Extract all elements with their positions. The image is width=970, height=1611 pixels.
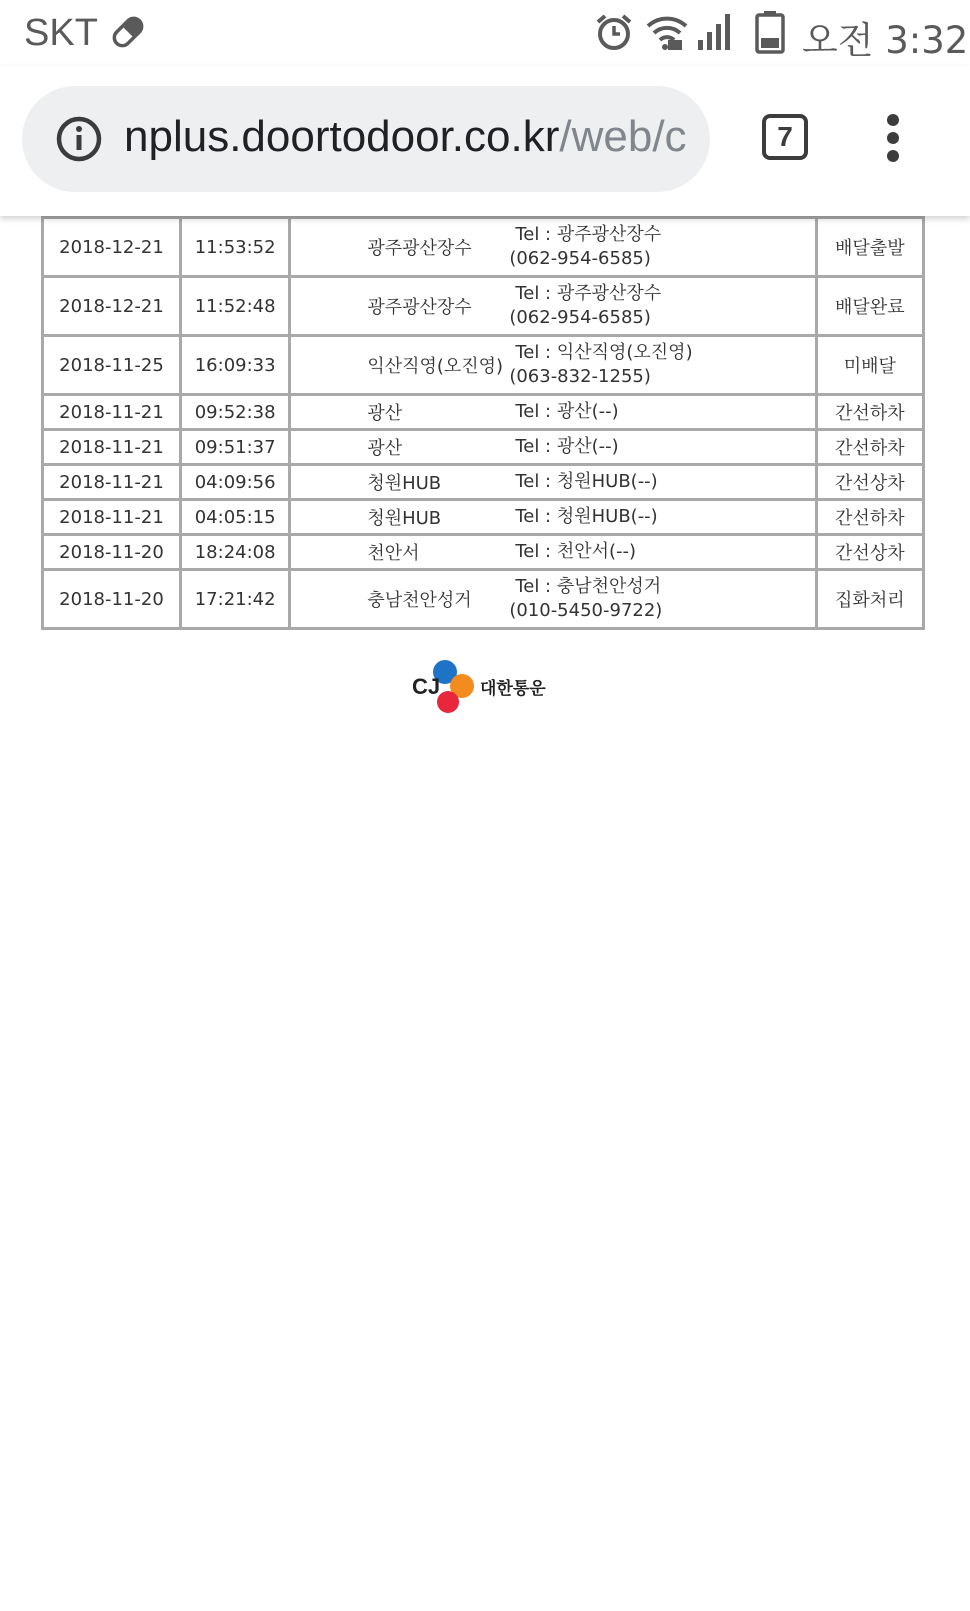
table-row	[43, 395, 924, 430]
status-clock: 오전 3:32	[802, 19, 969, 62]
row-location-cell	[290, 465, 816, 500]
row-time: 11:52:48	[180, 277, 289, 336]
row-tel-name: Tel : 광산(--)	[515, 436, 619, 457]
row-time: 04:05:15	[180, 500, 289, 535]
row-tel-name: Tel : 광산(--)	[515, 401, 619, 422]
row-location-cell	[290, 570, 816, 629]
row-date: 2018-11-21	[43, 465, 181, 500]
row-tel	[509, 505, 808, 529]
row-location-cell	[290, 395, 816, 430]
row-location: 광산	[367, 403, 403, 424]
row-tel	[509, 341, 808, 389]
row-location: 청원HUB	[367, 508, 442, 529]
row-status: 간선상차	[816, 535, 923, 570]
table-row	[43, 500, 924, 535]
signal-icon	[696, 12, 736, 52]
row-location: 익산직영(오진영)	[367, 356, 504, 377]
table-row	[43, 535, 924, 570]
row-time: 04:09:56	[180, 465, 289, 500]
url-domain: nplus.doortodoor.co.kr	[124, 112, 560, 161]
row-location: 광주광산장수	[367, 297, 472, 318]
table-row	[43, 570, 924, 629]
row-time: 18:24:08	[180, 535, 289, 570]
row-location-cell	[290, 500, 816, 535]
logo-name: 대한통운	[480, 679, 546, 699]
battery-icon	[755, 10, 785, 54]
row-tel-number: (062-954-6585)	[509, 248, 651, 269]
row-date: 2018-11-20	[43, 570, 181, 629]
row-location: 광산	[367, 438, 403, 459]
row-tel-name: Tel : 천안서(--)	[515, 541, 637, 562]
row-date: 2018-12-21	[43, 277, 181, 336]
row-tel	[509, 435, 808, 459]
row-tel-number: (062-954-6585)	[509, 307, 651, 328]
row-location: 청원HUB	[367, 473, 442, 494]
row-tel-name: Tel : 청원HUB(--)	[515, 506, 658, 527]
row-tel-name: Tel : 청원HUB(--)	[515, 471, 658, 492]
row-location: 천안서	[367, 543, 420, 564]
row-tel-name: Tel : 충남천안성거	[515, 576, 662, 597]
overflow-menu-icon[interactable]	[878, 114, 908, 164]
row-date: 2018-11-21	[43, 500, 181, 535]
row-status: 간선하차	[816, 500, 923, 535]
row-tel	[509, 540, 808, 564]
row-tel	[509, 470, 808, 494]
wifi-icon	[646, 12, 688, 52]
row-location-cell	[290, 218, 816, 277]
row-tel-name: Tel : 광주광산장수	[515, 283, 662, 304]
row-tel-number: (010-5450-9722)	[509, 600, 663, 621]
url-text[interactable]	[124, 112, 687, 162]
row-date: 2018-12-21	[43, 218, 181, 277]
row-location-cell	[290, 535, 816, 570]
row-tel-number: (063-832-1255)	[509, 366, 651, 387]
row-tel-name: Tel : 광주광산장수	[515, 224, 662, 245]
row-location: 충남천안성거	[367, 590, 472, 611]
address-bar[interactable]	[22, 86, 710, 192]
carrier-label: SKT	[24, 12, 98, 54]
row-tel	[509, 223, 808, 271]
row-location-cell	[290, 277, 816, 336]
row-status: 배달완료	[816, 277, 923, 336]
row-date: 2018-11-21	[43, 430, 181, 465]
status-bar	[0, 0, 970, 66]
row-tel	[509, 400, 808, 424]
row-status: 배달출발	[816, 218, 923, 277]
row-time: 09:51:37	[180, 430, 289, 465]
logo-brand: CJ	[412, 674, 441, 699]
row-time: 16:09:33	[180, 336, 289, 395]
row-time: 11:53:52	[180, 218, 289, 277]
table-row	[43, 465, 924, 500]
row-date: 2018-11-21	[43, 395, 181, 430]
table-row	[43, 218, 924, 277]
alarm-icon	[594, 12, 634, 52]
table-row	[43, 430, 924, 465]
row-date: 2018-11-20	[43, 535, 181, 570]
row-location: 광주광산장수	[367, 238, 472, 259]
row-status: 간선하차	[816, 395, 923, 430]
table-row	[43, 277, 924, 336]
row-status: 집화처리	[816, 570, 923, 629]
row-tel-name: Tel : 익산직영(오진영)	[515, 342, 693, 363]
row-tel	[509, 282, 808, 330]
row-location-cell	[290, 430, 816, 465]
browser-toolbar	[0, 66, 970, 216]
row-time: 09:52:38	[180, 395, 289, 430]
row-status: 간선상차	[816, 465, 923, 500]
row-location-cell	[290, 336, 816, 395]
tracking-table	[41, 216, 925, 630]
row-status: 간선하차	[816, 430, 923, 465]
row-time: 17:21:42	[180, 570, 289, 629]
info-icon[interactable]	[56, 116, 102, 162]
tab-switcher-button[interactable]: 7	[762, 114, 808, 160]
url-path: /web/c	[559, 112, 687, 161]
cj-logo	[412, 656, 558, 720]
row-date: 2018-11-25	[43, 336, 181, 395]
pill-icon	[108, 12, 148, 52]
row-status: 미배달	[816, 336, 923, 395]
row-tel	[509, 575, 808, 623]
table-row	[43, 336, 924, 395]
